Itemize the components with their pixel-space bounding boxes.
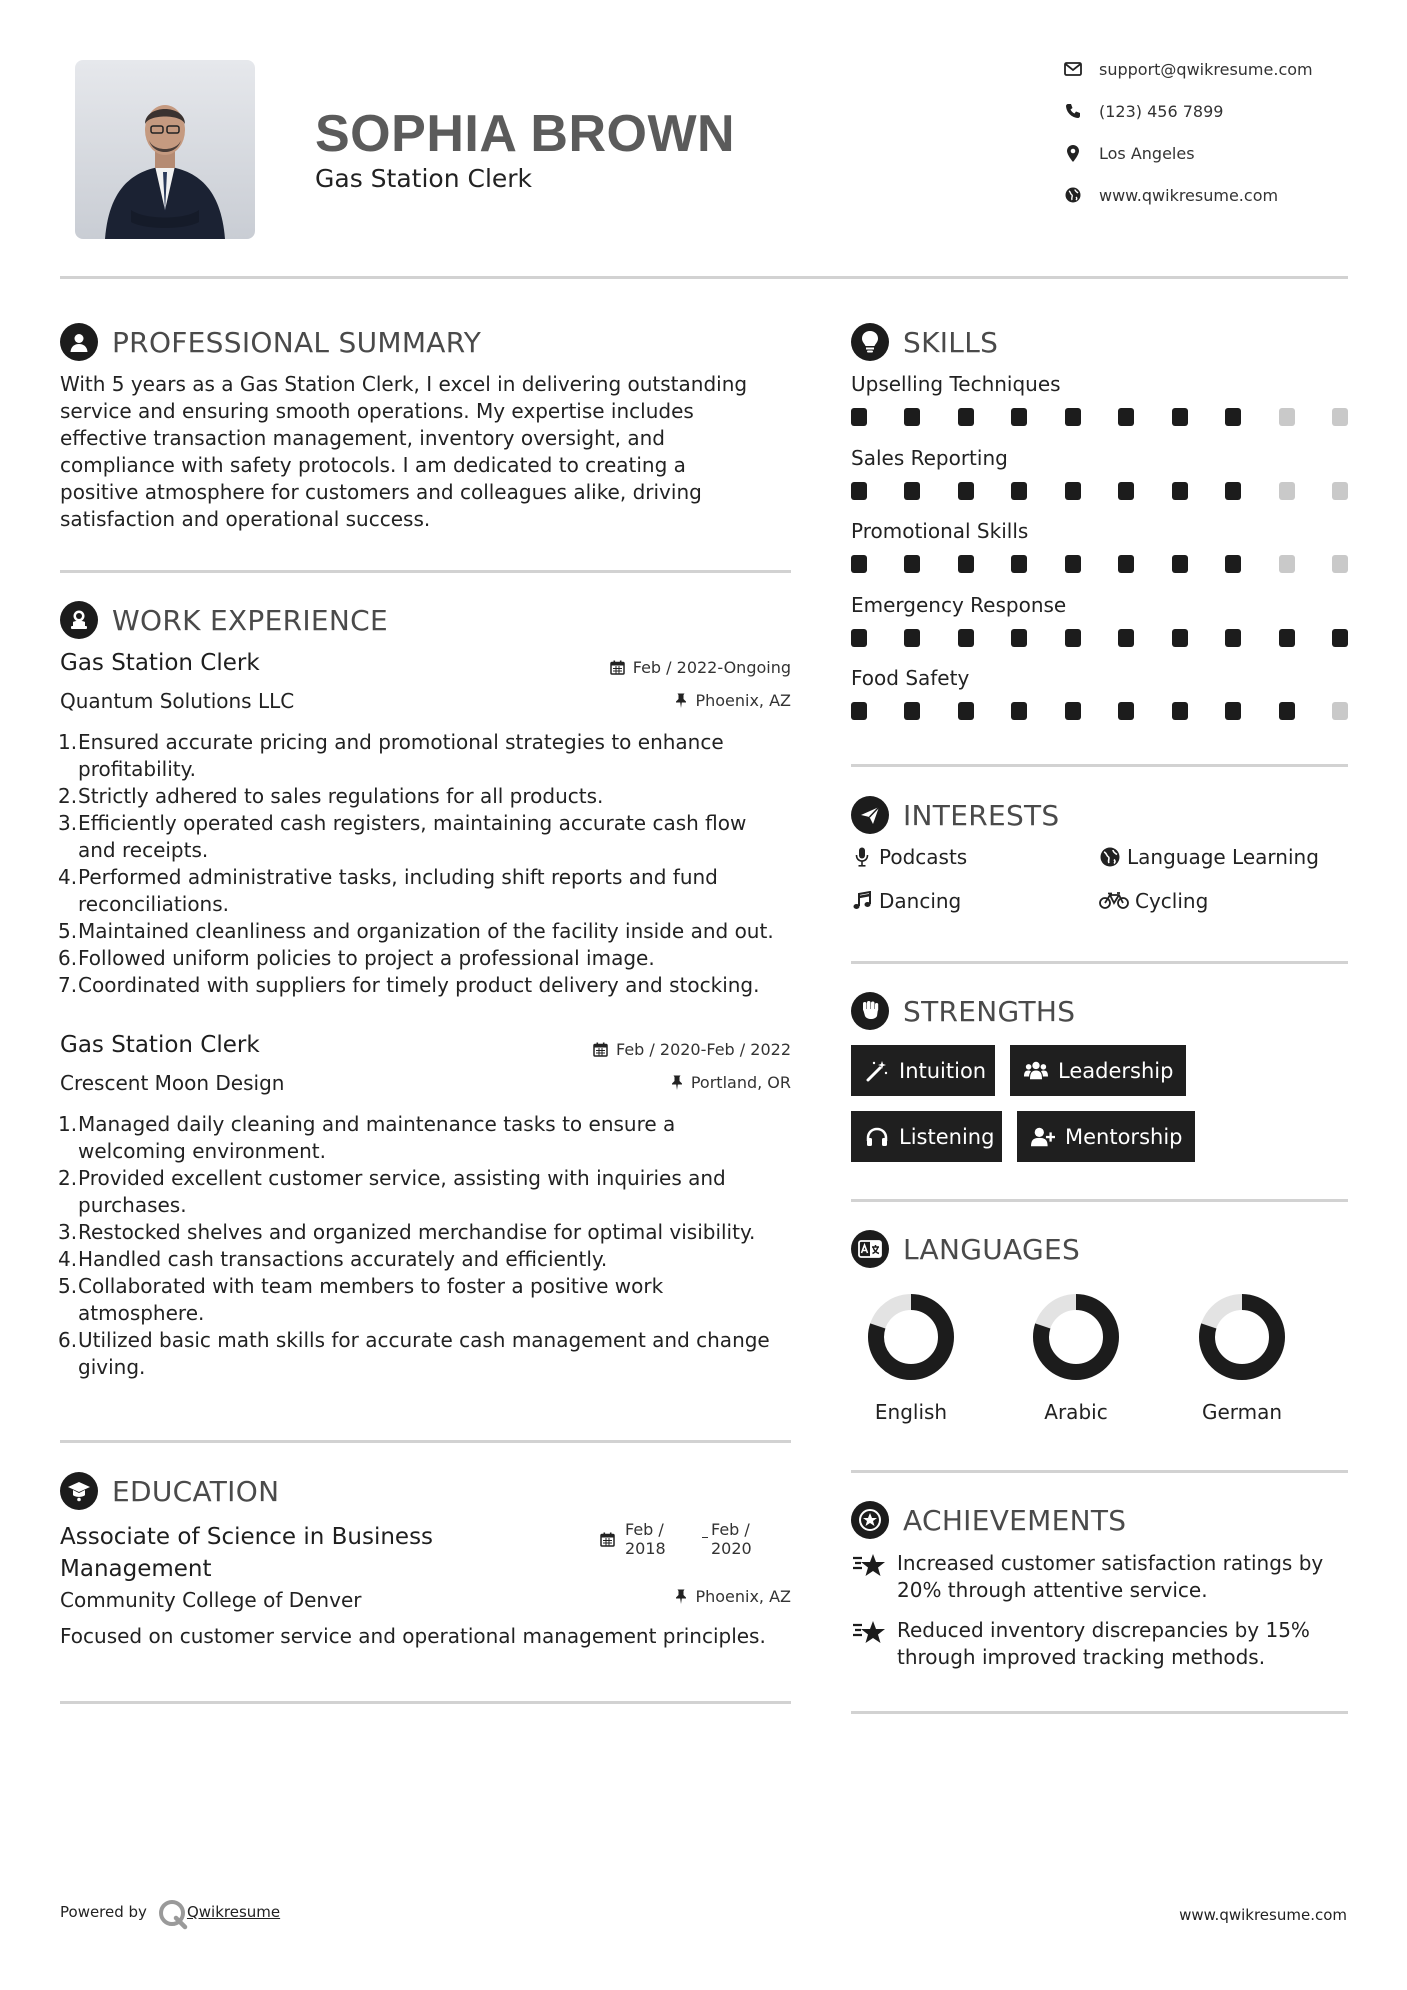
duty-number: 2. [58,784,78,808]
skill-dot-filled [851,408,867,426]
pin-icon [671,1075,683,1090]
contact-website[interactable] [1062,183,1278,207]
user-plus-icon [1031,1125,1055,1149]
languages-heading [851,1230,1080,1268]
strength-label: Intuition [899,1058,987,1083]
achievement-line: through improved tracking methods. [897,1645,1266,1669]
work-heading-text: WORK EXPERIENCE [112,603,388,637]
duty-number: 4. [58,1247,78,1271]
summary-line: positive atmosphere for customers and colleagues alike, driving [60,480,702,504]
contact-location-text: Los Angeles [1099,143,1195,163]
skill-dot-filled [958,408,974,426]
lightbulb-icon [851,323,889,361]
phone-icon [1062,100,1084,122]
work-heading [60,601,388,639]
achievement-line: Reduced inventory discrepancies by 15% [897,1618,1310,1642]
skill-dot-filled [1011,702,1027,720]
contact-phone[interactable] [1062,99,1223,123]
strength-tag [1010,1045,1186,1096]
skill-dot-filled [1279,702,1295,720]
job-duties [60,729,800,999]
graduation-cap-icon [60,1472,98,1510]
duty-number: 3. [58,1220,78,1244]
qwikresume-logo-icon [157,1898,189,1930]
achievements-heading-text: ACHIEVEMENTS [903,1503,1127,1537]
skill-dot-empty [1332,702,1348,720]
skill-dot-filled [1065,408,1081,426]
language-label: English [874,1400,948,1424]
skill-dot-filled [1332,629,1348,647]
duty-number: 5. [58,919,78,943]
duty-text: Efficiently operated cash registers, maintaining accurate cash flow [78,811,747,835]
skill-name: Emergency Response [851,593,1067,617]
headphones-icon [865,1125,889,1149]
header-divider [60,276,1348,279]
contact-location [1062,141,1195,165]
skill-name: Sales Reporting [851,446,1008,470]
star-badge-icon [851,1501,889,1539]
skill-dot-filled [1065,555,1081,573]
skill-dot-filled [904,702,920,720]
duty-text: and receipts. [78,838,209,862]
duty-number: 6. [58,946,78,970]
duty-text: profitability. [78,757,196,781]
duty-line [60,1246,800,1273]
skill-dot-filled [1225,408,1241,426]
star-icon [851,1550,887,1580]
date-line: Feb / [625,1520,664,1539]
duty-line [60,1327,800,1354]
skill-dot-filled [1065,629,1081,647]
section-divider [851,1470,1348,1473]
skill-name: Upselling Techniques [851,372,1061,396]
duty-line [60,837,800,864]
skill-dot-filled [958,629,974,647]
duty-number: 2. [58,1166,78,1190]
job-title: Gas Station Clerk [60,1032,260,1058]
duty-text: welcoming environment. [78,1139,326,1163]
duty-text: Collaborated with team members to foster a positive work [78,1274,664,1298]
skill-dot-filled [1225,629,1241,647]
job-location [671,1073,791,1092]
skill-name: Food Safety [851,666,970,690]
duty-number: 7. [58,973,78,997]
paper-plane-icon [851,796,889,834]
strengths-heading [851,992,1075,1030]
calendar-icon [610,660,625,675]
language-ring [1031,1292,1121,1382]
globe-icon [1099,846,1121,868]
section-divider [60,1440,791,1443]
duty-number: 3. [58,811,78,835]
duty-line [60,864,800,891]
contact-website-text: www.qwikresume.com [1099,185,1279,205]
language-label: Arabic [1044,1400,1108,1424]
interest-item [851,845,967,869]
skill-dot-filled [1118,702,1134,720]
skill-dot-filled [1065,702,1081,720]
skill-dot-filled [904,555,920,573]
duty-line [60,1273,800,1300]
strength-tag [851,1111,1002,1162]
duty-text: Followed uniform policies to project a professional image. [78,946,655,970]
skill-dot-filled [1011,482,1027,500]
date-separator [702,1537,708,1538]
contact-phone-text: (123) 456 7899 [1099,101,1224,121]
skill-dot-empty [1279,555,1295,573]
duty-line [60,1192,800,1219]
skill-dot-filled [1225,482,1241,500]
calendar-icon [600,1532,615,1547]
duty-text: reconciliations. [78,892,230,916]
skill-dot-filled [1225,702,1241,720]
section-divider [851,961,1348,964]
job-date [610,658,791,677]
job-duties [60,1111,800,1381]
duty-line [60,918,800,945]
summary-text [60,371,800,533]
skill-dot-empty [1332,555,1348,573]
skill-name: Promotional Skills [851,519,1029,543]
interests-heading [851,796,1060,834]
language-icon [851,1230,889,1268]
skill-dot-filled [1011,408,1027,426]
duty-text: Provided excellent customer service, assisting with inquiries and [78,1166,726,1190]
strength-tag [851,1045,995,1096]
skill-dot-empty [1279,482,1295,500]
duty-line [60,1300,800,1327]
user-icon [60,323,98,361]
briefcase-icon [60,601,98,639]
section-divider [851,1199,1348,1202]
duty-line [60,1138,800,1165]
language-label: German [1201,1400,1283,1424]
education-location-text: Phoenix, AZ [695,1587,791,1606]
skill-rating [851,555,1407,573]
duty-line [60,1165,800,1192]
language-ring [1197,1292,1287,1382]
candidate-title: Gas Station Clerk [315,164,533,193]
skill-dot-filled [1118,629,1134,647]
education-description: Focused on customer service and operational management principles. [60,1624,766,1648]
contact-email[interactable] [1062,57,1313,81]
duty-line [60,729,800,756]
section-divider [851,764,1348,767]
skill-dot-filled [1118,408,1134,426]
skill-dot-filled [958,702,974,720]
skill-dot-filled [1172,629,1188,647]
degree-line: Associate of Science in Business [60,1524,434,1550]
summary-line: compliance with safety protocols. I am dedicated to creating a [60,453,686,477]
achievement-item [851,1617,1348,1671]
skill-dot-filled [1225,555,1241,573]
skill-dot-filled [851,482,867,500]
summary-line: service and ensuring smooth operations. My expertise includes [60,399,694,423]
duty-text: purchases. [78,1193,187,1217]
strength-label: Mentorship [1065,1124,1183,1149]
interest-label: Cycling [1135,889,1209,913]
skill-dot-empty [1332,482,1348,500]
duty-line [60,756,800,783]
duty-line [60,1219,800,1246]
degree [60,1521,433,1585]
duty-text: Strictly adhered to sales regulations for all products. [78,784,604,808]
job-location-text: Phoenix, AZ [695,691,791,710]
duty-text: Ensured accurate pricing and promotional strategies to enhance [78,730,724,754]
education-start-date [625,1520,666,1558]
achievement-item [851,1550,1348,1604]
language-ring [866,1292,956,1382]
fist-icon [851,992,889,1030]
skill-dot-filled [904,482,920,500]
profile-photo [75,60,255,239]
pin-icon [675,693,687,708]
education-location [675,1587,791,1606]
duty-text: Performed administrative tasks, including shift reports and fund [78,865,718,889]
duty-number: 6. [58,1328,78,1352]
skill-dot-filled [1172,482,1188,500]
skill-dot-filled [904,408,920,426]
job-title: Gas Station Clerk [60,650,260,676]
job-date [593,1040,791,1059]
skills-heading-text: SKILLS [903,325,999,359]
date-line: Feb / [711,1520,750,1539]
contact-email-text: support@qwikresume.com [1099,59,1313,79]
skill-dot-filled [1011,629,1027,647]
microphone-icon [851,846,873,868]
skill-dot-empty [1332,408,1348,426]
footer-url[interactable]: www.qwikresume.com [1179,1906,1347,1924]
skill-dot-filled [958,555,974,573]
duty-line [60,810,800,837]
job-company: Quantum Solutions LLC [60,689,295,713]
summary-line: With 5 years as a Gas Station Clerk, I excel in delivering outstanding [60,372,748,396]
duty-number: 5. [58,1274,78,1298]
skill-dot-filled [1011,555,1027,573]
candidate-name: SOPHIA BROWN [315,105,736,163]
date-line: 2018 [625,1539,666,1558]
achievement-line: 20% through attentive service. [897,1578,1208,1602]
duty-text: Coordinated with suppliers for timely product delivery and stocking. [78,973,760,997]
skill-dot-filled [1065,482,1081,500]
globe-icon [1062,184,1084,206]
duty-line [60,783,800,810]
skill-dot-filled [1118,555,1134,573]
music-icon [851,890,873,912]
envelope-icon [1062,58,1084,80]
skill-dot-filled [904,629,920,647]
skill-rating [851,482,1407,500]
duty-line [60,1111,800,1138]
interest-item [851,889,961,913]
pin-icon [675,1589,687,1604]
users-icon [1024,1059,1048,1083]
skills-heading [851,323,998,361]
skill-dot-filled [1118,482,1134,500]
achievements-heading [851,1501,1126,1539]
education-heading-text: EDUCATION [112,1474,280,1508]
duty-text: Utilized basic math skills for accurate cash management and change [78,1328,770,1352]
skill-dot-filled [1172,702,1188,720]
brand-link[interactable]: Qwikresume [186,1903,281,1921]
skill-rating [851,702,1407,720]
magic-wand-icon [865,1059,889,1083]
skill-rating [851,408,1407,426]
job-date-text: Feb / 2020-Feb / 2022 [616,1040,791,1059]
interest-label: Language Learning [1127,845,1319,869]
job-location-text: Portland, OR [690,1073,791,1092]
duty-number: 1. [58,730,78,754]
interest-label: Podcasts [879,845,968,869]
education-heading [60,1472,279,1510]
duty-number: 1. [58,1112,78,1136]
powered-by-text: Powered by [60,1903,147,1921]
duty-text: Managed daily cleaning and maintenance tasks to ensure a [78,1112,676,1136]
strength-label: Listening [899,1124,995,1149]
duty-line [60,891,800,918]
duty-number: 4. [58,865,78,889]
strengths-heading-text: STRENGTHS [903,994,1076,1028]
duty-line [60,945,800,972]
duty-text: Maintained cleanliness and organization of the facility inside and out. [78,919,774,943]
duty-text: Restocked shelves and organized merchandise for optimal visibility. [78,1220,756,1244]
duty-text: atmosphere. [78,1301,205,1325]
duty-line [60,972,800,999]
duty-text: giving. [78,1355,146,1379]
skill-dot-filled [1279,629,1295,647]
education-end-date [711,1520,752,1558]
summary-heading-text: PROFESSIONAL SUMMARY [112,325,482,359]
calendar-icon [593,1042,608,1057]
star-icon [851,1617,887,1647]
degree-line: Management [60,1556,212,1582]
skill-dot-filled [958,482,974,500]
interests-heading-text: INTERESTS [903,798,1060,832]
summary-heading [60,323,481,361]
summary-line: satisfaction and operational success. [60,507,431,531]
bicycle-icon [1099,890,1129,912]
interest-label: Dancing [879,889,962,913]
duty-text: Handled cash transactions accurately and efficiently. [78,1247,608,1271]
skill-dot-empty [1279,408,1295,426]
strength-label: Leadership [1058,1058,1174,1083]
job-location [675,691,791,710]
map-marker-icon [1062,142,1084,164]
section-divider [60,570,791,573]
skill-rating [851,629,1407,647]
skill-dot-filled [851,702,867,720]
skill-dot-filled [851,555,867,573]
section-divider [851,1711,1348,1714]
job-date-text: Feb / 2022-Ongoing [632,658,791,677]
date-line: 2020 [711,1539,752,1558]
languages-heading-text: LANGUAGES [903,1232,1081,1266]
school: Community College of Denver [60,1588,362,1612]
skill-dot-filled [851,629,867,647]
skill-dot-filled [1172,408,1188,426]
summary-line: effective transaction management, inventory oversight, and [60,426,665,450]
achievement-line: Increased customer satisfaction ratings by [897,1551,1324,1575]
job-company: Crescent Moon Design [60,1071,285,1095]
duty-line [60,1354,800,1381]
strength-tag [1017,1111,1195,1162]
section-divider [60,1701,791,1704]
interest-item [1099,845,1319,869]
skill-dot-filled [1172,555,1188,573]
interest-item [1099,889,1208,913]
